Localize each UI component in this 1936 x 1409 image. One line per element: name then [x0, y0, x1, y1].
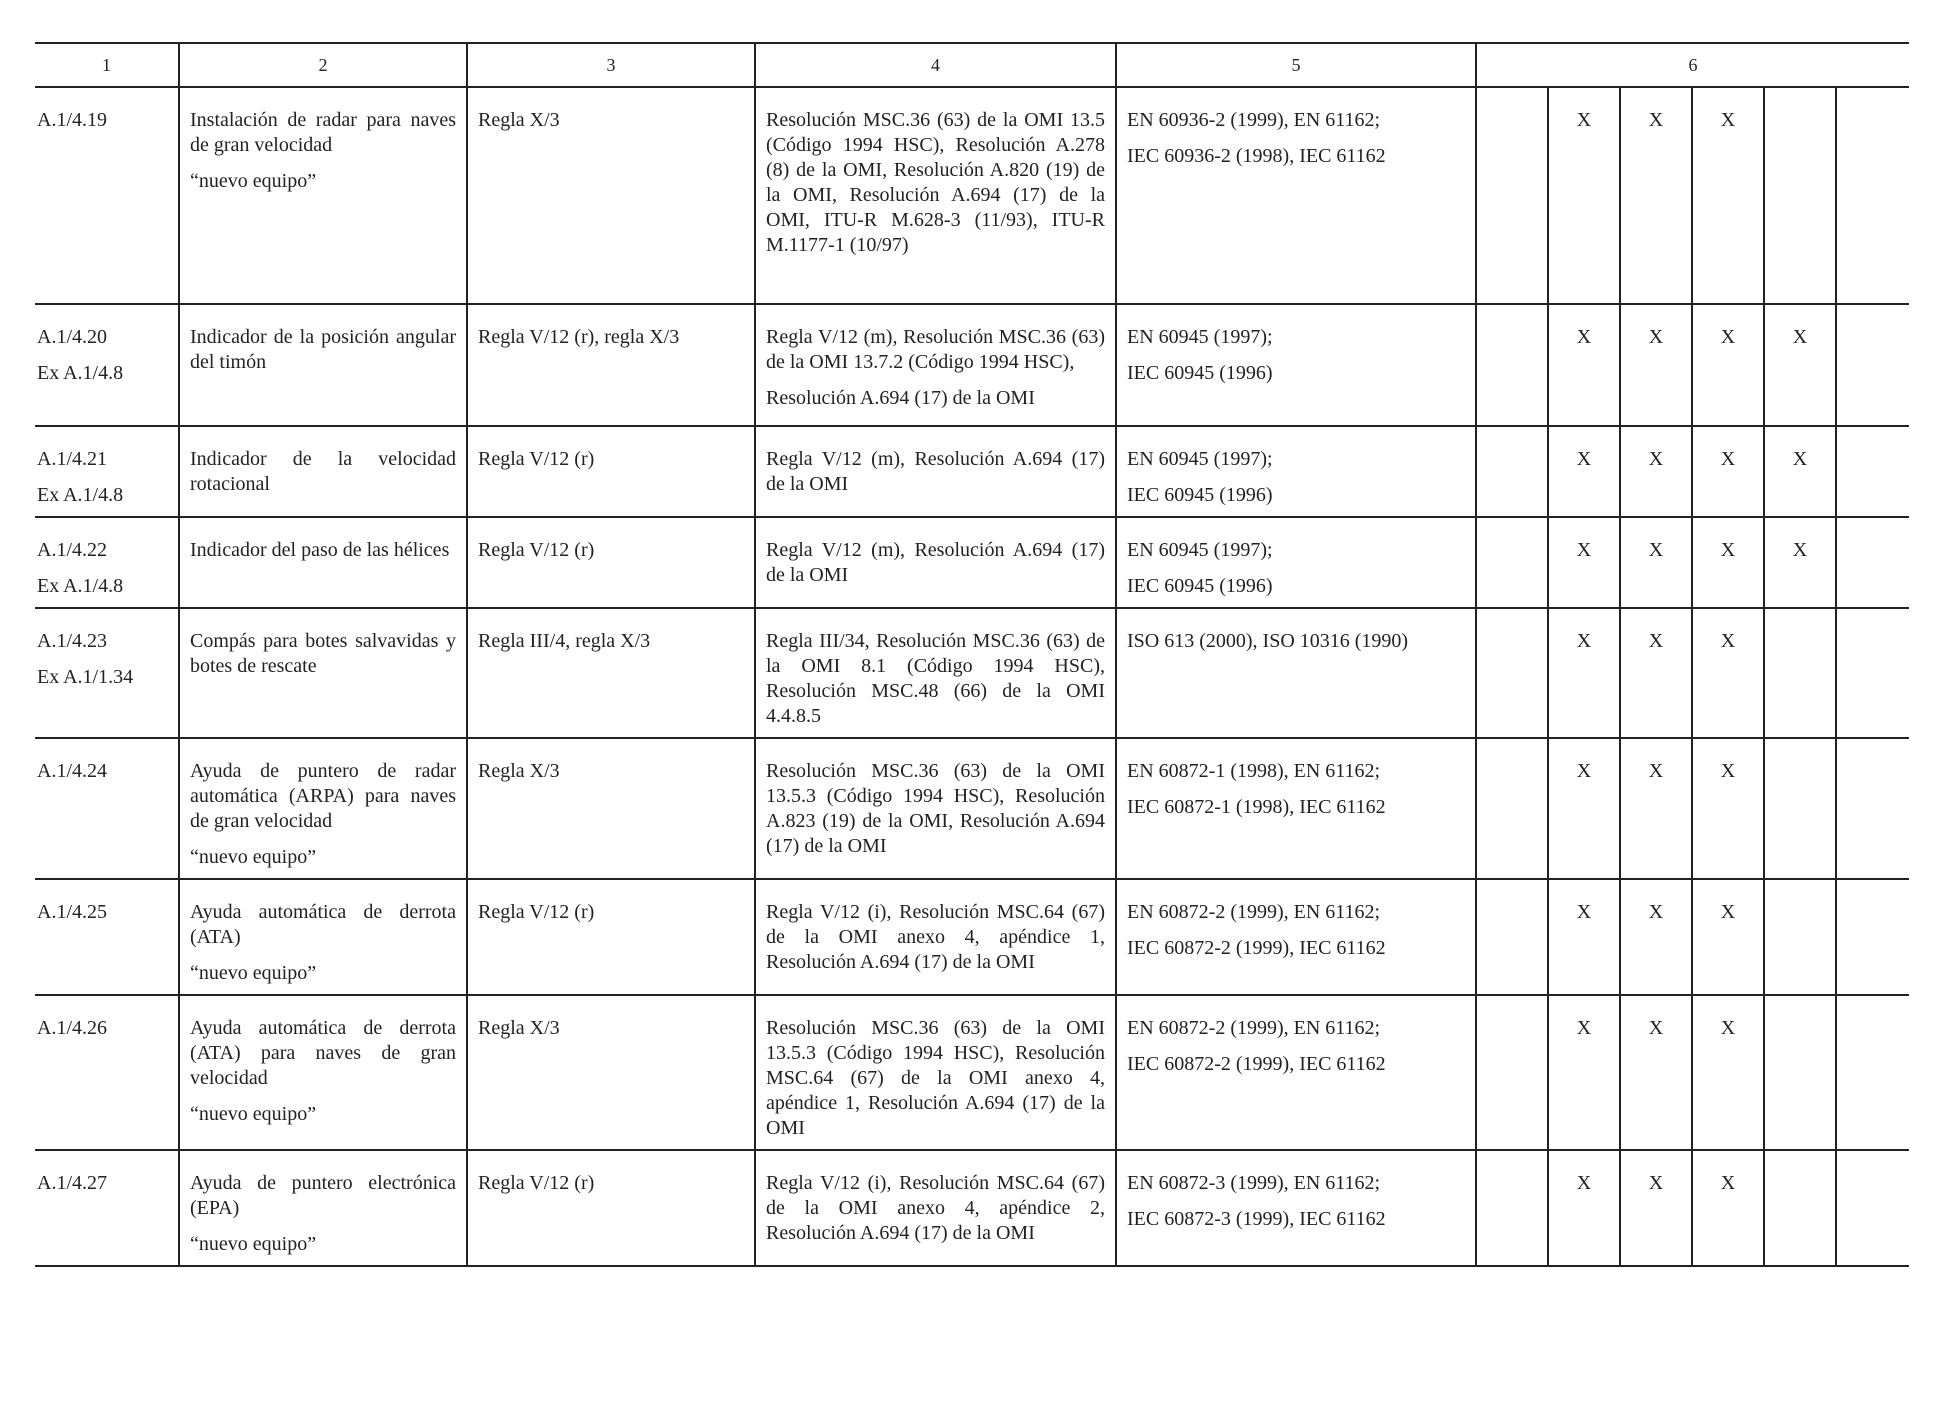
- cell-line: Resolución A.694 (17) de la OMI: [766, 387, 1035, 409]
- cell-line: EN 60872-2 (1999), EN 61162;: [1127, 901, 1381, 923]
- item-cell: [179, 517, 467, 608]
- standards-cell: [1116, 87, 1476, 304]
- table-row: [35, 1150, 1909, 1266]
- mark-cell: X: [1692, 608, 1764, 738]
- table-row: [35, 87, 1909, 304]
- cell-line: Regla V/12 (i), Resolución MSC.64 (67) de la OMI anexo 4, apéndice 1, Resolución A.694 (17) de la OMI: [766, 901, 1105, 973]
- resolution-cell: [755, 87, 1116, 304]
- mark-cell: [1836, 426, 1909, 517]
- mark-cell: [1476, 879, 1548, 995]
- resolution-cell: [755, 738, 1116, 879]
- mark-cell: X: [1620, 995, 1692, 1150]
- cell-line: A.1/4.24: [37, 760, 107, 782]
- cell-line: “nuevo equipo”: [190, 962, 317, 984]
- cell-line: Ex A.1/4.8: [37, 575, 124, 597]
- cell-line: IEC 60872-2 (1999), IEC 61162: [1127, 937, 1386, 959]
- mark-cell: X: [1620, 304, 1692, 426]
- mark-cell: X: [1692, 879, 1764, 995]
- mark-cell: X: [1764, 517, 1836, 608]
- table-row: [35, 995, 1909, 1150]
- cell-line: EN 60872-3 (1999), EN 61162;: [1127, 1172, 1381, 1194]
- mark-cell: [1836, 304, 1909, 426]
- mark-cell: X: [1620, 879, 1692, 995]
- mark-cell: [1476, 995, 1548, 1150]
- regulation-cell: Regla X/3: [467, 738, 755, 879]
- cell-line: IEC 60936-2 (1998), IEC 61162: [1127, 145, 1386, 167]
- resolution-cell: [755, 1150, 1116, 1266]
- cell-line: ISO 613 (2000), ISO 10316 (1990): [1127, 630, 1409, 652]
- mark-cell: X: [1548, 304, 1620, 426]
- regulation-cell: Regla V/12 (r): [467, 517, 755, 608]
- cell-line: Ex A.1/4.8: [37, 484, 124, 506]
- resolution-cell: [755, 517, 1116, 608]
- mark-cell: [1476, 738, 1548, 879]
- item-cell: [179, 304, 467, 426]
- mark-cell: X: [1620, 608, 1692, 738]
- col-header-6: 6: [1476, 43, 1909, 87]
- item-cell: [179, 426, 467, 517]
- mark-cell: [1764, 1150, 1836, 1266]
- mark-cell: X: [1692, 517, 1764, 608]
- header-row: [35, 43, 1909, 87]
- mark-cell: X: [1620, 426, 1692, 517]
- cell-line: EN 60936-2 (1999), EN 61162;: [1127, 109, 1381, 131]
- col-header-2: 2: [179, 43, 467, 87]
- mark-cell: [1836, 738, 1909, 879]
- ref-cell: [35, 608, 179, 738]
- mark-cell: X: [1548, 995, 1620, 1150]
- ref-cell: [35, 879, 179, 995]
- cell-line: Regla V/12 (m), Resolución A.694 (17) de la OMI: [766, 448, 1105, 495]
- ref-cell: [35, 426, 179, 517]
- col-header-4: 4: [755, 43, 1116, 87]
- equipment-table: [35, 42, 1909, 1267]
- cell-line: A.1/4.25: [37, 901, 107, 923]
- standards-cell: [1116, 517, 1476, 608]
- item-cell: [179, 608, 467, 738]
- ref-cell: [35, 517, 179, 608]
- mark-cell: [1836, 995, 1909, 1150]
- cell-line: Ayuda de puntero electrónica (EPA): [190, 1172, 456, 1219]
- resolution-cell: [755, 879, 1116, 995]
- standards-cell: [1116, 608, 1476, 738]
- resolution-cell: [755, 304, 1116, 426]
- cell-line: A.1/4.20: [37, 326, 107, 348]
- item-cell: [179, 995, 467, 1150]
- col-header-5: 5: [1116, 43, 1476, 87]
- cell-line: Resolución MSC.36 (63) de la OMI 13.5.3 (Código 1994 HSC), Resolución A.823 (19) de la OMI, Resolución A.694 (17) de la OMI: [766, 760, 1105, 857]
- cell-line: A.1/4.22: [37, 539, 107, 561]
- regulation-cell: Regla V/12 (r), regla X/3: [467, 304, 755, 426]
- cell-line: Resolución MSC.36 (63) de la OMI 13.5.3 (Código 1994 HSC), Resolución MSC.64 (67) de la OMI anexo 4, apéndice 1, Resolución A.694 (17) de la OMI: [766, 1017, 1105, 1139]
- table-row: [35, 517, 1909, 608]
- mark-cell: X: [1548, 738, 1620, 879]
- mark-cell: X: [1548, 879, 1620, 995]
- item-cell: [179, 738, 467, 879]
- resolution-cell: [755, 995, 1116, 1150]
- resolution-cell: [755, 426, 1116, 517]
- cell-line: A.1/4.23: [37, 630, 107, 652]
- ref-cell: [35, 1150, 179, 1266]
- cell-line: Indicador de la velocidad rotacional: [190, 448, 456, 495]
- table-row: [35, 608, 1909, 738]
- standards-cell: [1116, 995, 1476, 1150]
- cell-line: Ex A.1/1.34: [37, 666, 134, 688]
- mark-cell: [1836, 879, 1909, 995]
- cell-line: Resolución MSC.36 (63) de la OMI 13.5 (Código 1994 HSC), Resolución A.278 (8) de la OMI, Resolución A.820 (19) de la OMI, Resolución A.694 (17) de la OMI, ITU-R M.628-3 (11/93), ITU-R M.1177-1 (10/97): [766, 109, 1105, 256]
- mark-cell: X: [1548, 426, 1620, 517]
- cell-line: EN 60945 (1997);: [1127, 326, 1273, 348]
- mark-cell: X: [1764, 304, 1836, 426]
- mark-cell: [1764, 738, 1836, 879]
- ref-cell: [35, 738, 179, 879]
- standards-cell: [1116, 879, 1476, 995]
- cell-line: A.1/4.27: [37, 1172, 107, 1194]
- resolution-cell: [755, 608, 1116, 738]
- mark-cell: X: [1692, 87, 1764, 304]
- standards-cell: [1116, 304, 1476, 426]
- mark-cell: [1476, 87, 1548, 304]
- cell-line: “nuevo equipo”: [190, 846, 317, 868]
- mark-cell: X: [1692, 995, 1764, 1150]
- mark-cell: [1764, 87, 1836, 304]
- cell-line: Indicador de la posición angular del timón: [190, 326, 456, 373]
- mark-cell: X: [1692, 304, 1764, 426]
- mark-cell: [1476, 304, 1548, 426]
- cell-line: Ayuda de puntero de radar automática (ARPA) para naves de gran velocidad: [190, 760, 456, 832]
- col-header-1: 1: [35, 43, 179, 87]
- cell-line: Ayuda automática de derrota (ATA): [190, 901, 456, 948]
- mark-cell: X: [1620, 517, 1692, 608]
- standards-cell: [1116, 426, 1476, 517]
- mark-cell: X: [1692, 426, 1764, 517]
- cell-line: Regla III/34, Resolución MSC.36 (63) de la OMI 8.1 (Código 1994 HSC), Resolución MSC.48 (66) de la OMI 4.4.8.5: [766, 630, 1105, 727]
- mark-cell: [1476, 426, 1548, 517]
- cell-line: Compás para botes salvavidas y botes de rescate: [190, 630, 456, 677]
- mark-cell: X: [1764, 426, 1836, 517]
- mark-cell: [1836, 517, 1909, 608]
- regulation-cell: Regla X/3: [467, 87, 755, 304]
- mark-cell: X: [1620, 738, 1692, 879]
- mark-cell: X: [1548, 1150, 1620, 1266]
- cell-line: “nuevo equipo”: [190, 1103, 317, 1125]
- regulation-cell: Regla V/12 (r): [467, 1150, 755, 1266]
- mark-cell: [1836, 608, 1909, 738]
- mark-cell: X: [1692, 738, 1764, 879]
- regulation-cell: Regla V/12 (r): [467, 426, 755, 517]
- cell-line: A.1/4.19: [37, 109, 107, 131]
- cell-line: EN 60945 (1997);: [1127, 539, 1273, 561]
- mark-cell: [1476, 1150, 1548, 1266]
- item-cell: [179, 1150, 467, 1266]
- cell-line: IEC 60872-3 (1999), IEC 61162: [1127, 1208, 1386, 1230]
- cell-line: EN 60945 (1997);: [1127, 448, 1273, 470]
- table-row: [35, 304, 1909, 426]
- cell-line: Ayuda automática de derrota (ATA) para naves de gran velocidad: [190, 1017, 456, 1089]
- cell-line: IEC 60945 (1996): [1127, 484, 1273, 506]
- cell-line: “nuevo equipo”: [190, 1233, 317, 1255]
- mark-cell: X: [1548, 608, 1620, 738]
- mark-cell: X: [1620, 87, 1692, 304]
- cell-line: IEC 60872-2 (1999), IEC 61162: [1127, 1053, 1386, 1075]
- cell-line: A.1/4.21: [37, 448, 107, 470]
- standards-cell: [1116, 738, 1476, 879]
- cell-line: Indicador del paso de las hélices: [190, 539, 450, 561]
- mark-cell: [1764, 608, 1836, 738]
- table-row: [35, 879, 1909, 995]
- mark-cell: X: [1620, 1150, 1692, 1266]
- mark-cell: X: [1692, 1150, 1764, 1266]
- cell-line: EN 60872-1 (1998), EN 61162;: [1127, 760, 1381, 782]
- standards-cell: [1116, 1150, 1476, 1266]
- item-cell: [179, 87, 467, 304]
- mark-cell: [1764, 879, 1836, 995]
- cell-line: IEC 60945 (1996): [1127, 575, 1273, 597]
- ref-cell: [35, 304, 179, 426]
- table-row: [35, 738, 1909, 879]
- cell-line: Ex A.1/4.8: [37, 362, 124, 384]
- item-cell: [179, 879, 467, 995]
- cell-line: Instalación de radar para naves de gran velocidad: [190, 109, 456, 156]
- cell-line: “nuevo equipo”: [190, 170, 317, 192]
- regulation-cell: Regla III/4, regla X/3: [467, 608, 755, 738]
- cell-line: EN 60872-2 (1999), EN 61162;: [1127, 1017, 1381, 1039]
- cell-line: Regla V/12 (m), Resolución A.694 (17) de la OMI: [766, 539, 1105, 586]
- cell-line: Regla V/12 (m), Resolución MSC.36 (63) de la OMI 13.7.2 (Código 1994 HSC),: [766, 326, 1105, 373]
- ref-cell: [35, 87, 179, 304]
- mark-cell: [1764, 995, 1836, 1150]
- regulation-cell: Regla X/3: [467, 995, 755, 1150]
- mark-cell: [1836, 87, 1909, 304]
- cell-line: A.1/4.26: [37, 1017, 107, 1039]
- mark-cell: X: [1548, 87, 1620, 304]
- ref-cell: [35, 995, 179, 1150]
- cell-line: IEC 60945 (1996): [1127, 362, 1273, 384]
- col-header-3: 3: [467, 43, 755, 87]
- table-row: [35, 426, 1909, 517]
- mark-cell: [1476, 608, 1548, 738]
- cell-line: Regla V/12 (i), Resolución MSC.64 (67) de la OMI anexo 4, apéndice 2, Resolución A.694 (17) de la OMI: [766, 1172, 1105, 1244]
- regulation-cell: Regla V/12 (r): [467, 879, 755, 995]
- mark-cell: X: [1548, 517, 1620, 608]
- mark-cell: [1836, 1150, 1909, 1266]
- cell-line: IEC 60872-1 (1998), IEC 61162: [1127, 796, 1386, 818]
- mark-cell: [1476, 517, 1548, 608]
